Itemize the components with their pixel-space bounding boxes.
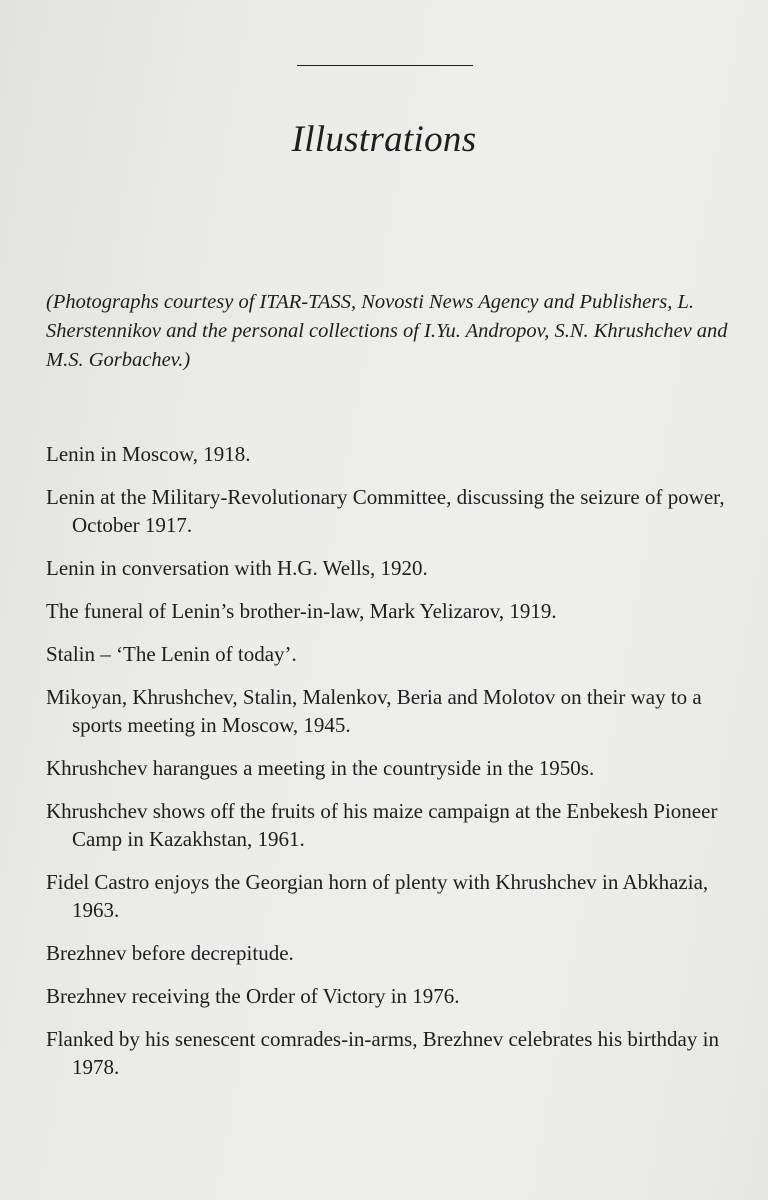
list-item: Mikoyan, Khrushchev, Stalin, Malenkov, Beria and Molotov on their way to a sports meeting in Moscow, 1945. (46, 685, 702, 737)
photo-credits: (Photographs courtesy of ITAR-TASS, Novosti News Agency and Publishers, L. Sherstennikov and the personal collections of I.Yu. Andropov, S.N. Khrushchev and M.S. Gorbachev.) (46, 291, 728, 371)
list-item: Lenin at the Military-Revolutionary Committee, discussing the seizure of power, October 1917. (46, 485, 725, 537)
list-item: Khrushchev shows off the fruits of his maize campaign at the Enbekesh Pioneer Camp in Kazakhstan, 1961. (46, 799, 718, 851)
list-item: Flanked by his senescent comrades-in-arms, Brezhnev celebrates his birthday in 1978. (46, 1027, 719, 1079)
list-item: Brezhnev receiving the Order of Victory in 1976. (46, 984, 460, 1008)
illustration-list (46, 440, 746, 1096)
list-item: Stalin – ‘The Lenin of today’. (46, 642, 297, 666)
page-title: Illustrations (291, 119, 477, 160)
header-rule (297, 65, 473, 66)
list-item: Brezhnev before decrepitude. (46, 941, 294, 965)
list-item: Fidel Castro enjoys the Georgian horn of plenty with Khrushchev in Abkhazia, 1963. (46, 870, 709, 922)
list-item: Lenin in conversation with H.G. Wells, 1920. (46, 556, 428, 580)
list-item: Khrushchev harangues a meeting in the countryside in the 1950s. (46, 756, 595, 780)
list-item: The funeral of Lenin’s brother-in-law, Mark Yelizarov, 1919. (46, 599, 557, 623)
list-item: Lenin in Moscow, 1918. (46, 442, 251, 466)
